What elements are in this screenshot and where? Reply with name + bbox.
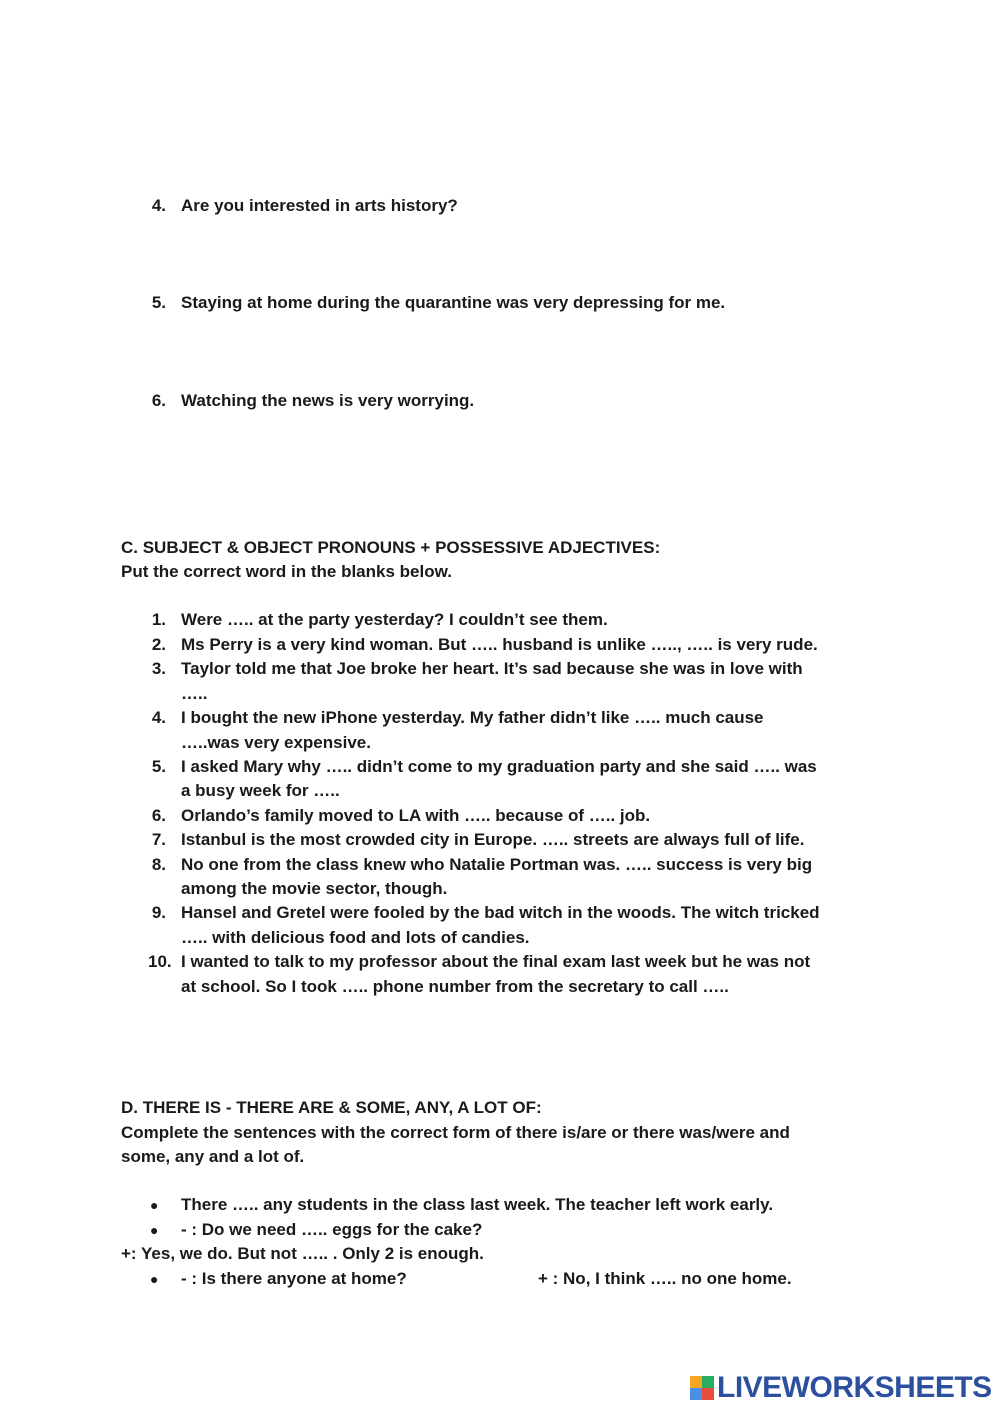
bullet-icon: ●: [150, 1271, 159, 1287]
item-number: 8.: [151, 855, 166, 874]
item-number: 6.: [151, 391, 166, 410]
bullet-icon: ●: [150, 1222, 159, 1238]
item-text: Ms Perry is a very kind woman. But ….. husband is unlike ….., ….. is very rude.: [181, 635, 818, 654]
item-number: 5.: [151, 757, 166, 776]
item-number: 4.: [151, 708, 166, 727]
item-text: I bought the new iPhone yesterday. My father didn’t like ….. much cause: [181, 708, 764, 727]
item-text: Orlando’s family moved to LA with ….. because of ….. job.: [181, 806, 651, 825]
item-text-continued: among the movie sector, though.: [181, 879, 448, 898]
logo-mark-square: [702, 1376, 714, 1388]
item-text-continued: at school. So I took ….. phone number from the secretary to call …..: [181, 977, 729, 996]
section-c-instruction: Put the correct word in the blanks below.: [121, 562, 452, 581]
item-number: 5.: [151, 293, 166, 312]
item-text: - : Is there anyone at home?: [181, 1269, 407, 1288]
item-number: 3.: [151, 659, 166, 678]
logo-mark-icon: [690, 1376, 714, 1400]
section-d-title: D. THERE IS - THERE ARE & SOME, ANY, A LOT OF:: [121, 1098, 542, 1117]
item-text: I asked Mary why ….. didn’t come to my graduation party and she said ….. was: [181, 757, 817, 776]
logo-mark-square: [702, 1388, 714, 1400]
item-text: Hansel and Gretel were fooled by the bad witch in the woods. The witch tricked: [181, 903, 820, 922]
item-text: Were ….. at the party yesterday? I couldn’t see them.: [181, 610, 608, 629]
logo-mark-square: [690, 1388, 702, 1400]
item-number: 10.: [148, 952, 172, 971]
item-text: - : Do we need ….. eggs for the cake?: [181, 1220, 483, 1239]
item-text: Istanbul is the most crowded city in Europe. ….. streets are always full of life.: [181, 830, 805, 849]
item-number: 9.: [151, 903, 166, 922]
item-text: Staying at home during the quarantine was very depressing for me.: [181, 293, 726, 312]
liveworksheets-logo: [690, 1373, 992, 1403]
section-d-instruction: Complete the sentences with the correct form of there is/are or there was/were and: [121, 1123, 790, 1142]
item-text: Are you interested in arts history?: [181, 196, 458, 215]
item-text: No one from the class knew who Natalie Portman was. ….. success is very big: [181, 855, 813, 874]
section-d-instruction-continued: some, any and a lot of.: [121, 1147, 305, 1166]
item-number: 4.: [151, 196, 166, 215]
item-number: 7.: [151, 830, 166, 849]
item-text: Taylor told me that Joe broke her heart. It’s sad because she was in love with: [181, 659, 803, 678]
answer-line: +: Yes, we do. But not ….. . Only 2 is enough.: [121, 1244, 484, 1263]
item-text-continued: …..: [181, 684, 208, 703]
item-text: Watching the news is very worrying.: [181, 391, 475, 410]
item-text-answer: + : No, I think ….. no one home.: [538, 1269, 792, 1288]
item-number: 6.: [151, 806, 166, 825]
item-text-continued: a busy week for …..: [181, 781, 340, 800]
logo-text: LIVEWORKSHEETS: [717, 1371, 992, 1404]
item-text-continued: ….. with delicious food and lots of candies.: [181, 928, 530, 947]
item-number: 2.: [151, 635, 166, 654]
item-text-continued: …..was very expensive.: [181, 733, 371, 752]
section-c-title: C. SUBJECT & OBJECT PRONOUNS + POSSESSIVE ADJECTIVES:: [121, 538, 661, 557]
item-text: There ….. any students in the class last week. The teacher left work early.: [181, 1195, 774, 1214]
item-number: 1.: [151, 610, 166, 629]
bullet-icon: ●: [150, 1197, 159, 1213]
item-text: I wanted to talk to my professor about the final exam last week but he was not: [181, 952, 811, 971]
logo-mark-square: [690, 1376, 702, 1388]
